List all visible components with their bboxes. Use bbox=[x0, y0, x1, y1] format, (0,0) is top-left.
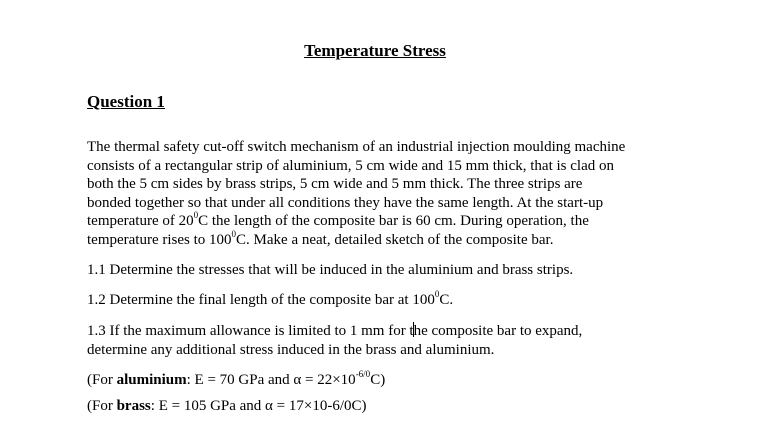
text-segment: C. bbox=[439, 292, 454, 308]
text-segment: 1.2 Determine the final length of the composite bar at 100 bbox=[87, 292, 435, 308]
problem-line: bonded together so that under all conditions they have the same length. At the start-up bbox=[87, 194, 604, 211]
material-label: aluminium bbox=[116, 372, 187, 388]
document-title: Temperature Stress bbox=[304, 41, 446, 60]
problem-line: both the 5 cm sides by brass strips, 5 cm wide and 5 mm thick. The three strips are bbox=[87, 176, 583, 193]
problem-line bbox=[87, 228, 687, 250]
text-segment: : E = 70 GPa and α = 22×10 bbox=[186, 372, 356, 388]
text-segment: C) bbox=[370, 372, 386, 388]
text-segment: : E = 105 GPa and α = 17×10-6/0C) bbox=[150, 398, 367, 414]
question-1-2 bbox=[87, 291, 687, 310]
problem-line: The thermal safety cut-off switch mechanism of an industrial injection moulding machine bbox=[87, 139, 626, 155]
question-text bbox=[87, 322, 687, 341]
problem-line bbox=[87, 212, 687, 231]
degree-superscript: 0 bbox=[434, 289, 440, 299]
degree-superscript: 0 bbox=[231, 228, 237, 239]
properties-text bbox=[87, 371, 687, 390]
brass-properties bbox=[87, 397, 687, 416]
text-segment: 1.3 If the maximum allowance is limited to 1 mm for t bbox=[87, 323, 414, 339]
text-segment: he composite bar to expand, bbox=[413, 323, 583, 339]
question-heading: Question 1 bbox=[87, 92, 165, 111]
material-label: brass bbox=[116, 398, 151, 414]
problem-statement bbox=[87, 138, 687, 250]
text-segment: (For bbox=[87, 372, 117, 388]
degree-superscript: 0 bbox=[193, 210, 199, 221]
aluminium-properties bbox=[87, 371, 687, 390]
question-text: 1.1 Determine the stresses that will be induced in the aluminium and brass strips. bbox=[87, 262, 574, 278]
exponent-superscript: -6/0 bbox=[355, 369, 371, 379]
question-1-3[interactable] bbox=[87, 322, 687, 359]
properties-text bbox=[87, 397, 687, 416]
question-text: determine any additional stress induced in the brass and aluminium. bbox=[87, 341, 495, 358]
problem-line: consists of a rectangular strip of aluminium, 5 cm wide and 15 mm thick, that is clad on bbox=[87, 157, 614, 174]
text-segment: C. Make a neat, detailed sketch of the composite bar. bbox=[236, 231, 554, 248]
text-segment: temperature rises to 100 bbox=[87, 231, 232, 248]
text-segment: temperature of 20 bbox=[87, 213, 194, 230]
text-segment: (For bbox=[87, 398, 117, 414]
question-text bbox=[87, 291, 687, 310]
text-segment: C the length of the composite bar is 60 cm. During operation, the bbox=[198, 213, 589, 230]
question-1-1 bbox=[87, 261, 687, 280]
